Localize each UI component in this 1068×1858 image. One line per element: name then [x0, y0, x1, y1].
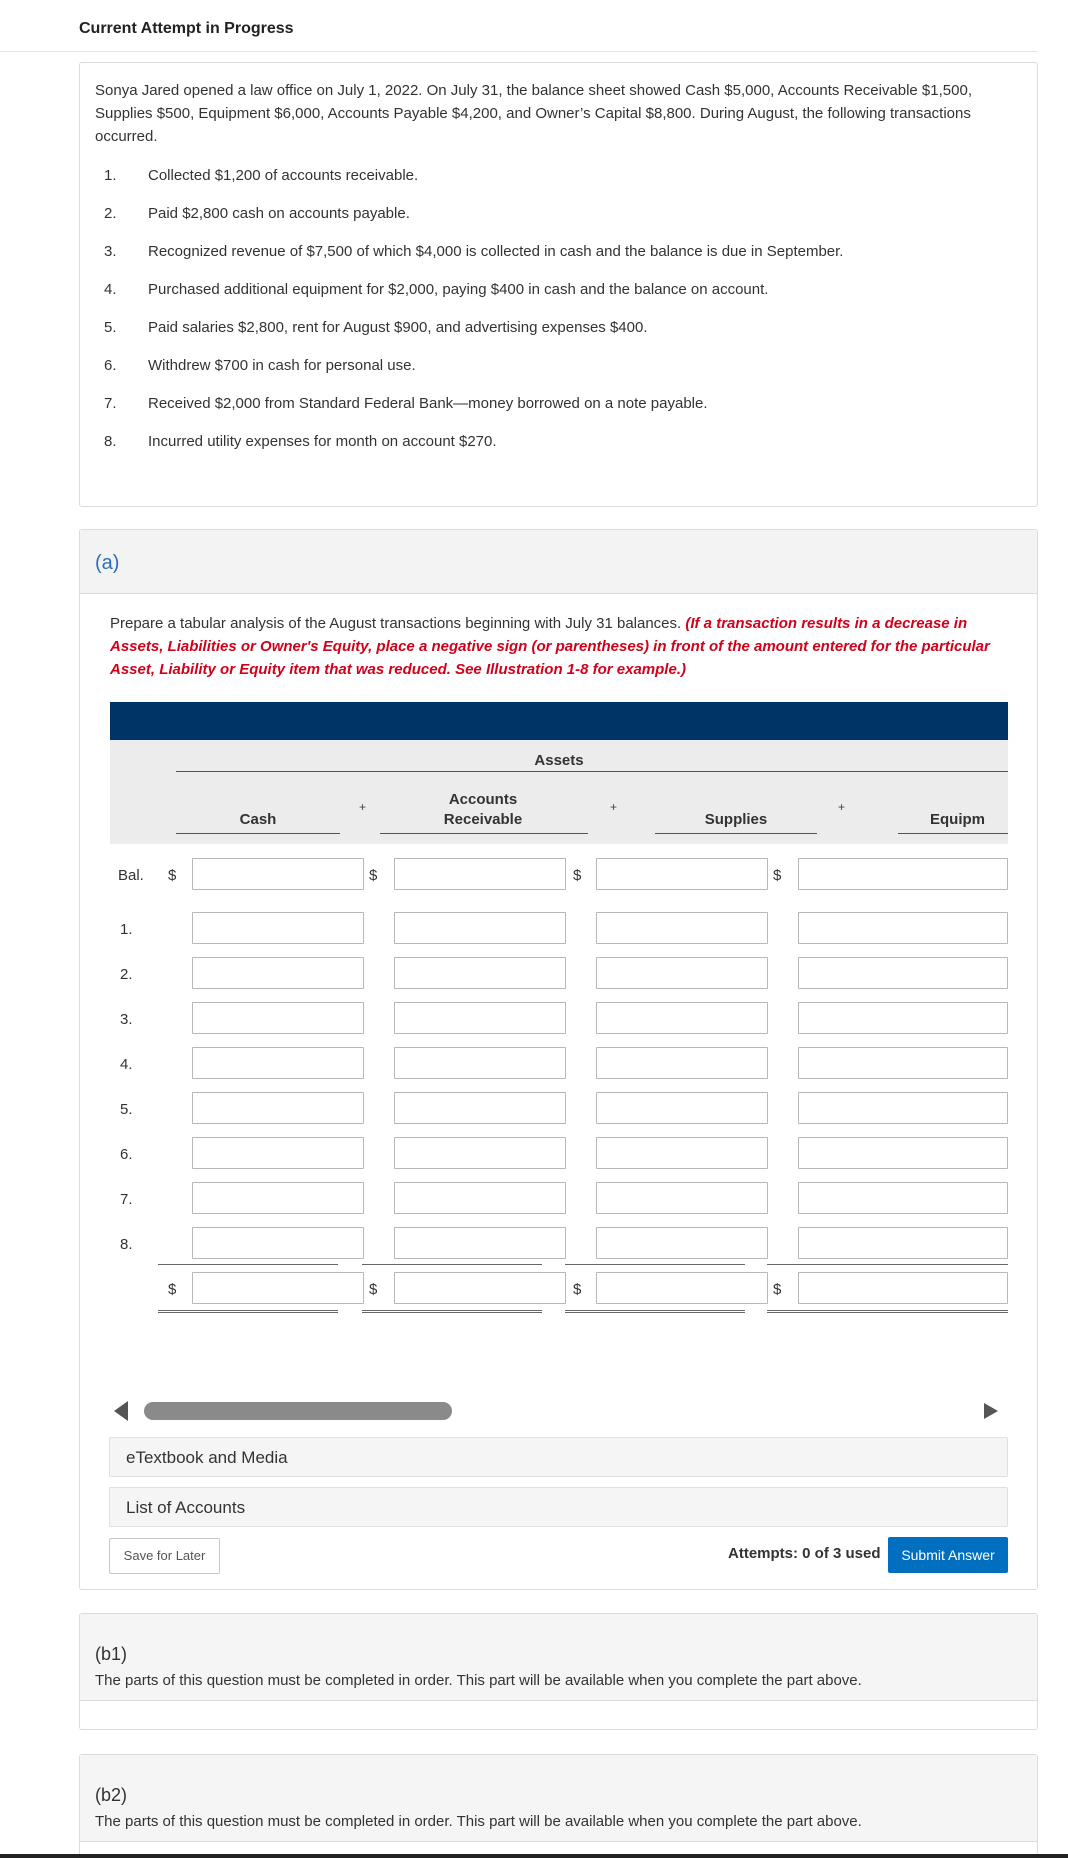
submit-answer-button[interactable]: Submit Answer	[888, 1537, 1008, 1573]
table-top-bar	[110, 702, 1008, 740]
equipment-input[interactable]	[798, 1002, 1008, 1034]
row-label: 1.	[120, 921, 133, 938]
cash-input[interactable]	[192, 1182, 364, 1214]
column-header-supplies: Supplies	[704, 811, 768, 828]
bottom-edge	[0, 1854, 1068, 1858]
plus-sign: +	[838, 800, 846, 814]
instruction-text: Prepare a tabular analysis of the August transactions beginning with July 31 balances.	[110, 615, 682, 632]
column-header-equipment: Equipm	[930, 811, 985, 828]
plus-sign: +	[610, 800, 618, 814]
part-b2-header	[80, 1755, 1037, 1842]
plus-sign: +	[359, 800, 367, 814]
page-title: Current Attempt in Progress	[79, 20, 294, 37]
supplies-input[interactable]	[596, 1227, 768, 1259]
column-header-accounts-receivable: Accounts Receivable	[443, 791, 523, 828]
scroll-right-arrow-icon[interactable]	[984, 1403, 998, 1419]
accounts-receivable-total-input[interactable]	[394, 1272, 566, 1304]
currency-symbol: $	[168, 1281, 177, 1298]
cash-input[interactable]	[192, 1227, 364, 1259]
supplies-input[interactable]	[596, 1092, 768, 1124]
cash-input[interactable]	[192, 912, 364, 944]
attempts-status: Attempts: 0 of 3 used	[728, 1545, 881, 1562]
row-label: 7.	[120, 1191, 133, 1208]
cash-total-input[interactable]	[192, 1272, 364, 1304]
scroll-left-arrow-icon[interactable]	[114, 1401, 128, 1421]
currency-symbol: $	[773, 867, 782, 884]
table-header	[110, 740, 1008, 844]
currency-symbol: $	[168, 867, 177, 884]
row-label: 2.	[120, 966, 133, 983]
cash-input[interactable]	[192, 1047, 364, 1079]
currency-symbol: $	[573, 1281, 582, 1298]
row-label: 5.	[120, 1101, 133, 1118]
accounts-receivable-input[interactable]	[394, 1002, 566, 1034]
equipment-input[interactable]	[798, 858, 1008, 890]
list-of-accounts-link[interactable]: List of Accounts	[109, 1487, 1008, 1527]
cash-input[interactable]	[192, 1137, 364, 1169]
problem-card: Sonya Jared opened a law office on July 1, 2022. On July 31, the balance sheet showed Cash $5,000, Accounts Receivable $1,500, Supplies $500, Equipment $6,000, Accounts Payable $4,200, and Owner’s Capital $8,800. During August, the following transactions occurred. 1. Collected $1,200 of accounts receivable. 2. Paid $2,800 cash on accounts payable. 3. Recognized revenue of $7,500 of which $4,000 is collected in cash and the balance is due in September. 4. Purchased additional equipment for $2,000, paying $400 in cash and the balance on account. 5. Paid salaries $2,800, rent for August $900, and advertising expenses $400. 6. Withdrew $700 in cash for personal use. 7. Received $2,000 from Standard Federal Bank—money borrowed on a note payable. 8. Incurred utility expenses for month on account $270.	[79, 62, 1038, 507]
accounts-receivable-input[interactable]	[394, 1047, 566, 1079]
row-label: 4.	[120, 1056, 133, 1073]
equipment-input[interactable]	[798, 1047, 1008, 1079]
equipment-input[interactable]	[798, 957, 1008, 989]
save-for-later-button[interactable]: Save for Later	[109, 1538, 220, 1574]
supplies-input[interactable]	[596, 1182, 768, 1214]
cash-input[interactable]	[192, 957, 364, 989]
instructions	[110, 612, 1020, 681]
instruction-note: (If a transaction results in a decrease in Assets, Liabilities or Owner's Equity, place a negative sign (or parentheses) in front of the amount entered for the particular Asset, Liability or Equity item that was reduced. See Illustration 1-8 for example.)	[110, 615, 990, 678]
currency-symbol: $	[773, 1281, 782, 1298]
part-a-card	[79, 529, 1038, 1590]
supplies-input[interactable]	[596, 1137, 768, 1169]
row-label: 8.	[120, 1236, 133, 1253]
currency-symbol: $	[369, 867, 378, 884]
cash-input[interactable]	[192, 1002, 364, 1034]
currency-symbol: $	[573, 867, 582, 884]
supplies-input[interactable]	[596, 957, 768, 989]
equipment-input[interactable]	[798, 1227, 1008, 1259]
cash-input[interactable]	[192, 1092, 364, 1124]
column-header-cash: Cash	[239, 811, 277, 828]
equipment-total-input[interactable]	[798, 1272, 1008, 1304]
currency-symbol: $	[369, 1281, 378, 1298]
accounts-receivable-input[interactable]	[394, 1092, 566, 1124]
equipment-input[interactable]	[798, 1092, 1008, 1124]
part-a-label: (a)	[95, 552, 120, 574]
part-b2-label: (b2)	[95, 1785, 128, 1805]
etextbook-media-link[interactable]: eTextbook and Media	[109, 1437, 1008, 1477]
equipment-input[interactable]	[798, 1137, 1008, 1169]
accounts-receivable-input[interactable]	[394, 1137, 566, 1169]
part-b2-card	[79, 1754, 1038, 1858]
page-header	[0, 0, 1038, 52]
row-label: 6.	[120, 1146, 133, 1163]
accounts-receivable-input[interactable]	[394, 858, 566, 890]
part-a-header	[80, 530, 1037, 594]
equipment-input[interactable]	[798, 912, 1008, 944]
row-label-balance: Bal.	[118, 867, 144, 884]
supplies-input[interactable]	[596, 1047, 768, 1079]
part-b1-header	[80, 1614, 1037, 1701]
part-b2-message: The parts of this question must be completed in order. This part will be available when you complete the part above.	[95, 1813, 862, 1830]
cash-input[interactable]	[192, 858, 364, 890]
row-label: 3.	[120, 1011, 133, 1028]
supplies-input[interactable]	[596, 858, 768, 890]
assets-group-header: Assets	[534, 752, 584, 769]
accounts-receivable-input[interactable]	[394, 1227, 566, 1259]
problem-intro: Sonya Jared opened a law office on July 1, 2022. On July 31, the balance sheet showed Cash $5,000, Accounts Receivable $1,500, Supplies $500, Equipment $6,000, Accounts Payable $4,200, and Owner’s Capital $8,800. During August, the following transactions occurred.	[95, 82, 972, 145]
accounts-receivable-input[interactable]	[394, 957, 566, 989]
tabular-analysis-table	[110, 702, 1008, 1395]
supplies-input[interactable]	[596, 1002, 768, 1034]
part-b1-card	[79, 1613, 1038, 1730]
horizontal-scrollbar[interactable]	[144, 1402, 452, 1420]
supplies-input[interactable]	[596, 912, 768, 944]
equipment-input[interactable]	[798, 1182, 1008, 1214]
accounts-receivable-input[interactable]	[394, 912, 566, 944]
supplies-total-input[interactable]	[596, 1272, 768, 1304]
accounts-receivable-input[interactable]	[394, 1182, 566, 1214]
part-b1-label: (b1)	[95, 1644, 128, 1664]
part-b1-message: The parts of this question must be completed in order. This part will be available when you complete the part above.	[95, 1672, 862, 1689]
